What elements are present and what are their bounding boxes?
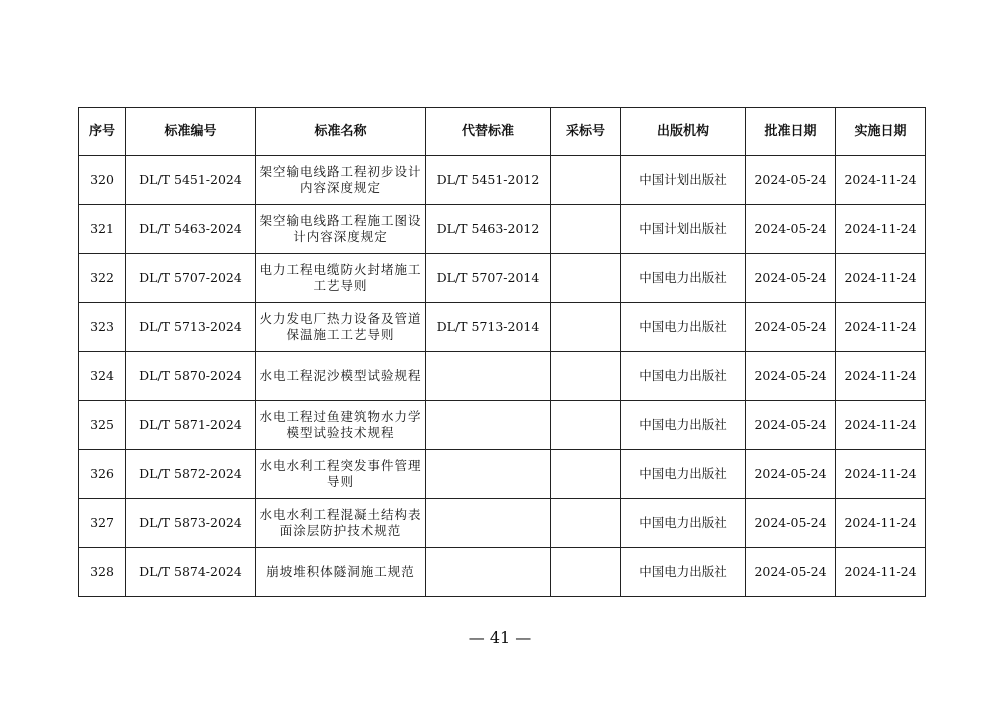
cell-effective: 2024-11-24: [836, 401, 926, 450]
cell-no: 325: [79, 401, 126, 450]
cell-approved: 2024-05-24: [746, 254, 836, 303]
cell-name: 崩坡堆积体隧洞施工规范: [256, 548, 426, 597]
cell-code: DL/T 5871-2024: [126, 401, 256, 450]
cell-replaces: [426, 401, 551, 450]
header-publisher: 出版机构: [621, 108, 746, 156]
cell-code: DL/T 5707-2024: [126, 254, 256, 303]
cell-effective: 2024-11-24: [836, 205, 926, 254]
cell-replaces: DL/T 5463-2012: [426, 205, 551, 254]
cell-effective: 2024-11-24: [836, 352, 926, 401]
cell-publisher: 中国电力出版社: [621, 254, 746, 303]
cell-code: DL/T 5870-2024: [126, 352, 256, 401]
cell-code: DL/T 5872-2024: [126, 450, 256, 499]
cell-name: 水电工程过鱼建筑物水力学模型试验技术规程: [256, 401, 426, 450]
cell-replaces: DL/T 5451-2012: [426, 156, 551, 205]
cell-approved: 2024-05-24: [746, 499, 836, 548]
cell-publisher: 中国电力出版社: [621, 352, 746, 401]
cell-publisher: 中国电力出版社: [621, 401, 746, 450]
cell-no: 321: [79, 205, 126, 254]
cell-effective: 2024-11-24: [836, 548, 926, 597]
cell-no: 322: [79, 254, 126, 303]
table-row: [79, 401, 926, 450]
header-replaces: 代替标准: [426, 108, 551, 156]
cell-replaces: DL/T 5713-2014: [426, 303, 551, 352]
cell-adopted: [551, 156, 621, 205]
table-row: [79, 205, 926, 254]
cell-code: DL/T 5451-2024: [126, 156, 256, 205]
cell-adopted: [551, 254, 621, 303]
cell-no: 327: [79, 499, 126, 548]
cell-no: 320: [79, 156, 126, 205]
cell-no: 328: [79, 548, 126, 597]
table-row: [79, 499, 926, 548]
cell-code: DL/T 5873-2024: [126, 499, 256, 548]
cell-adopted: [551, 450, 621, 499]
table-header-row: [79, 108, 926, 156]
cell-effective: 2024-11-24: [836, 254, 926, 303]
header-code: 标准编号: [126, 108, 256, 156]
cell-approved: 2024-05-24: [746, 401, 836, 450]
standards-table: [78, 107, 926, 597]
cell-adopted: [551, 499, 621, 548]
cell-replaces: [426, 548, 551, 597]
cell-no: 324: [79, 352, 126, 401]
cell-replaces: [426, 352, 551, 401]
page-number: — 41 —: [468, 628, 532, 647]
cell-replaces: DL/T 5707-2014: [426, 254, 551, 303]
cell-name: 架空输电线路工程初步设计内容深度规定: [256, 156, 426, 205]
table-row: [79, 548, 926, 597]
header-effective: 实施日期: [836, 108, 926, 156]
cell-adopted: [551, 303, 621, 352]
cell-code: DL/T 5713-2024: [126, 303, 256, 352]
cell-name: 火力发电厂热力设备及管道保温施工工艺导则: [256, 303, 426, 352]
cell-effective: 2024-11-24: [836, 156, 926, 205]
cell-code: DL/T 5463-2024: [126, 205, 256, 254]
cell-approved: 2024-05-24: [746, 450, 836, 499]
cell-approved: 2024-05-24: [746, 548, 836, 597]
cell-approved: 2024-05-24: [746, 156, 836, 205]
cell-publisher: 中国计划出版社: [621, 205, 746, 254]
cell-name: 水电工程泥沙模型试验规程: [256, 352, 426, 401]
cell-no: 323: [79, 303, 126, 352]
cell-code: DL/T 5874-2024: [126, 548, 256, 597]
cell-effective: 2024-11-24: [836, 499, 926, 548]
cell-no: 326: [79, 450, 126, 499]
cell-replaces: [426, 499, 551, 548]
cell-name: 电力工程电缆防火封堵施工工艺导则: [256, 254, 426, 303]
header-approved: 批准日期: [746, 108, 836, 156]
table-row: [79, 156, 926, 205]
table-row: [79, 303, 926, 352]
header-name: 标准名称: [256, 108, 426, 156]
cell-effective: 2024-11-24: [836, 303, 926, 352]
cell-effective: 2024-11-24: [836, 450, 926, 499]
cell-replaces: [426, 450, 551, 499]
cell-approved: 2024-05-24: [746, 205, 836, 254]
cell-publisher: 中国计划出版社: [621, 156, 746, 205]
cell-name: 水电水利工程混凝土结构表面涂层防护技术规范: [256, 499, 426, 548]
cell-publisher: 中国电力出版社: [621, 450, 746, 499]
table-row: [79, 450, 926, 499]
cell-adopted: [551, 352, 621, 401]
cell-adopted: [551, 401, 621, 450]
cell-publisher: 中国电力出版社: [621, 303, 746, 352]
table-row: [79, 254, 926, 303]
header-adopted: 采标号: [551, 108, 621, 156]
cell-approved: 2024-05-24: [746, 352, 836, 401]
cell-adopted: [551, 205, 621, 254]
cell-approved: 2024-05-24: [746, 303, 836, 352]
table-row: [79, 352, 926, 401]
header-no: 序号: [79, 108, 126, 156]
cell-publisher: 中国电力出版社: [621, 548, 746, 597]
cell-adopted: [551, 548, 621, 597]
cell-name: 架空输电线路工程施工图设计内容深度规定: [256, 205, 426, 254]
cell-publisher: 中国电力出版社: [621, 499, 746, 548]
cell-name: 水电水利工程突发事件管理导则: [256, 450, 426, 499]
